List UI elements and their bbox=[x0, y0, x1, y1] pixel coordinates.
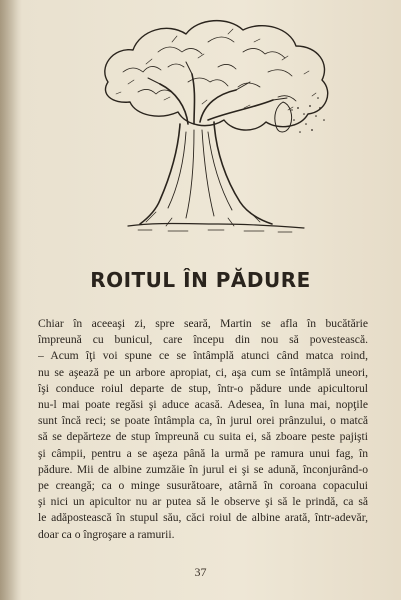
body-line: şi nici un apicultor nu ar putea să le observe şi să le prindă, ca să bbox=[38, 495, 368, 509]
tree-illustration bbox=[68, 12, 338, 237]
chapter-title: ROITUL ÎN PĂDURE bbox=[90, 268, 311, 292]
body-line: doar ca o îngroşare a ramurii. bbox=[38, 527, 175, 541]
body-line: Chiar în aceeaşi zi, spre seară, Martin se afla în bucătărie bbox=[38, 317, 368, 330]
body-line: – Acum îţi voi spune ce se întâmplă atunci când matca roind, bbox=[38, 349, 368, 363]
body-line: pe creangă; ca o minge susurătoare, atârnă în coroana copacului bbox=[38, 479, 368, 493]
body-line: pădure. Mii de albine zumzăie în jurul ei şi se adună, înconjurând-o bbox=[38, 462, 368, 476]
page-gutter-shadow bbox=[0, 0, 22, 600]
body-line: nu se aşează pe un arbore apropiat, ci, aşa cum se întâmplă uneori, bbox=[38, 365, 368, 379]
body-line: le adăpostească în stupul său, căci roiul de albine arată, într-adevăr, bbox=[38, 511, 368, 525]
body-line: şi câmpii, pentru a se aşeza până la urmă pe ramura unui fag, în bbox=[38, 446, 368, 460]
body-line: sunt încă reci; se poate întâmpla ca, în jurul orei prânzului, o matcă bbox=[38, 414, 368, 428]
page-number: 37 bbox=[194, 565, 207, 579]
body-line: îşi conduce roiul departe de stup, într-o pădure unde apicultorul bbox=[38, 381, 368, 395]
body-line: împreună cu bunicul, care începu din nou să povestească. bbox=[38, 333, 368, 347]
body-line: să se depărteze de stup împreună cu suita ei, să zboare peste pajişti bbox=[38, 430, 368, 444]
chapter-body bbox=[38, 316, 368, 543]
body-line: nu-l mai poate regăsi şi aduce acasă. Adesea, în luna mai, nopţile bbox=[38, 398, 368, 412]
